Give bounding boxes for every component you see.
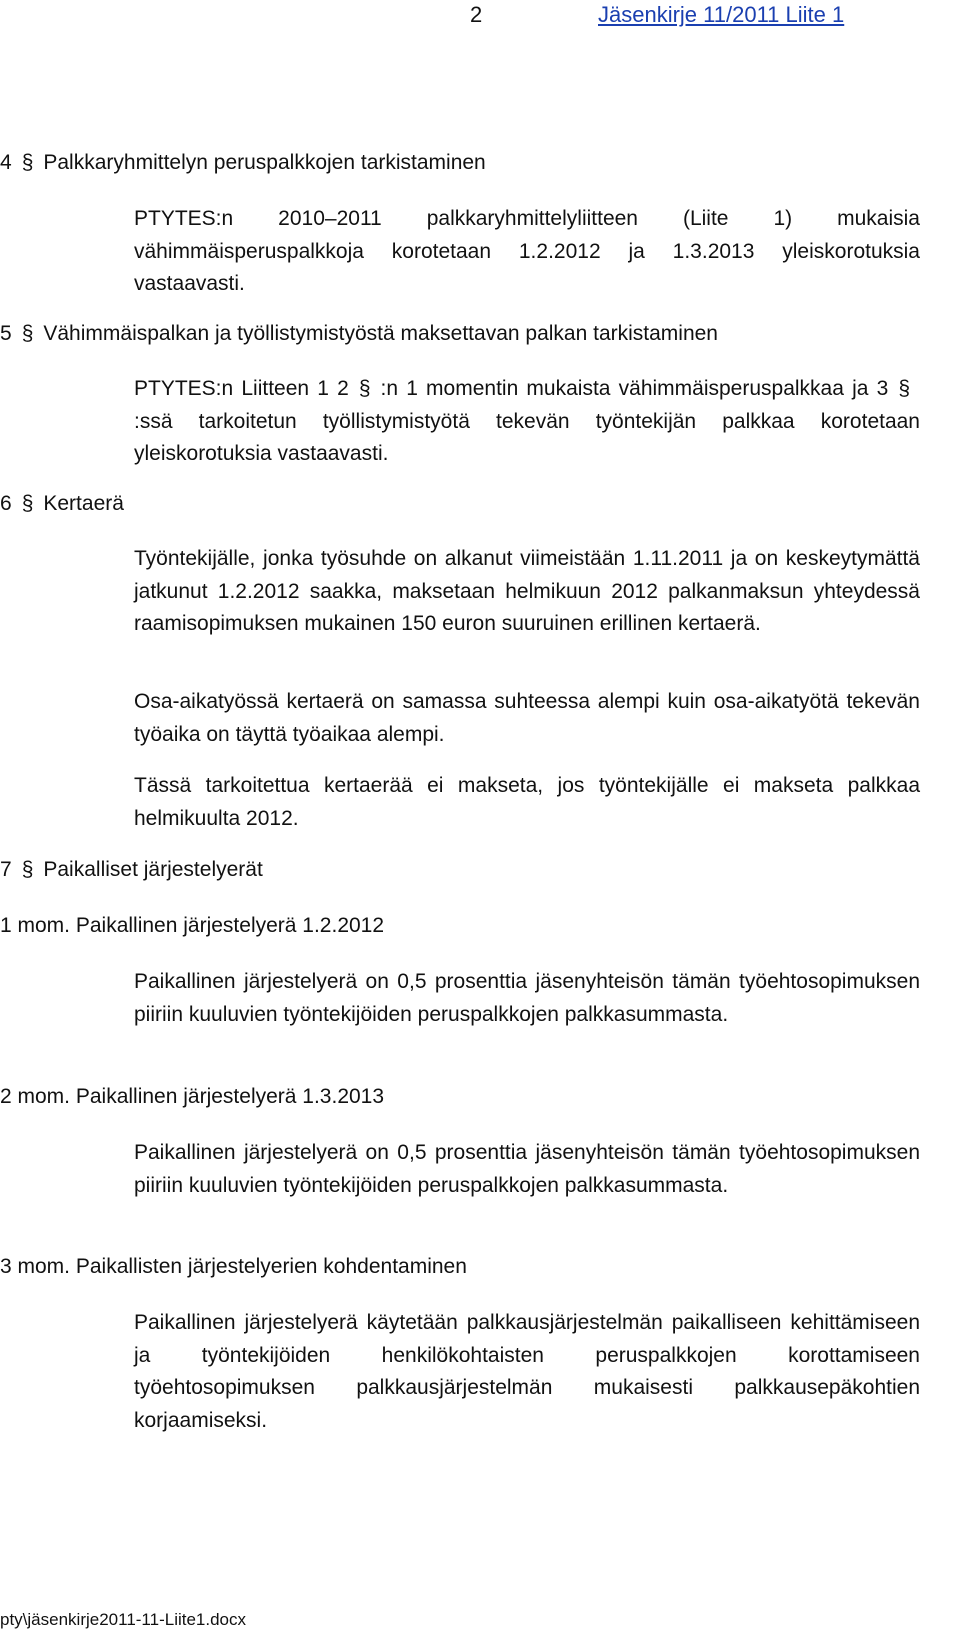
mom-1-heading: 1 mom. Paikallinen järjestelyerä 1.2.2012 (0, 914, 385, 937)
section-5-text-2: :n 1 momentin mukaista vähimmäisperuspalkkaa ja 3 (380, 377, 889, 400)
section-6-number: 6 (0, 492, 12, 515)
section-5-number: 5 (0, 322, 12, 345)
section-5-text-3: :ssä tarkoitetun työllistymistyötä tekevän työntekijän palkkaa korotetaan yleiskorotuksia vastaavasti. (134, 409, 920, 465)
section-symbol: § (21, 322, 34, 345)
section-7-heading (0, 854, 263, 886)
mom-2-paragraph: Paikallinen järjestelyerä on 0,5 prosenttia jäsenyhteisön tämän työehtosopimuksen piiriin kuuluvien työntekijöiden peruspalkkojen palkkasummasta. (134, 1141, 920, 1197)
footer-file-path: pty\jäsenkirje2011-11-Liite1.docx (0, 1610, 247, 1629)
section-4-paragraph: PTYTES:n 2010–2011 palkkaryhmittelyliitteen (Liite 1) mukaisia vähimmäisperuspalkkoja korotetaan 1.2.2012 ja 1.3.2013 yleiskorotuksia vastaavasti. (134, 207, 920, 295)
section-4-title: Palkkaryhmittelyn peruspalkkojen tarkistaminen (43, 151, 486, 174)
mom-3-paragraph: Paikallinen järjestelyerä käytetään palkkausjärjestelmän paikalliseen kehittämiseen ja työntekijöiden henkilökohtaisten peruspalkkojen korottamiseen työehtosopimuksen palkkausjärjestelmän mukaisesti palkkausepäkohtien korjaamiseksi. (134, 1311, 920, 1432)
section-7-number: 7 (0, 858, 12, 881)
header-document-title[interactable]: Jäsenkirje 11/2011 Liite 1 (598, 2, 845, 27)
section-4-number: 4 (0, 151, 12, 174)
section-5-title: Vähimmäispalkan ja työllistymistyöstä maksettavan palkan tarkistaminen (43, 322, 718, 345)
section-7-title: Paikalliset järjestelyerät (43, 858, 263, 881)
section-symbol: § (358, 377, 371, 400)
section-6-paragraph-3: Tässä tarkoitettua kertaerää ei makseta, jos työntekijälle ei makseta palkkaa helmikuulta 2012. (134, 774, 920, 830)
page-number: 2 (470, 2, 483, 27)
mom-1-paragraph: Paikallinen järjestelyerä on 0,5 prosenttia jäsenyhteisön tämän työehtosopimuksen piiriin kuuluvien työntekijöiden peruspalkkojen palkkasummasta. (134, 970, 920, 1026)
section-5-heading (0, 318, 718, 350)
section-6-paragraph-2: Osa-aikatyössä kertaerä on samassa suhteessa alempi kuin osa-aikatyötä tekevän työaika on täyttä työaikaa alempi. (134, 690, 920, 746)
section-6-title: Kertaerä (43, 492, 124, 515)
section-6-paragraph-1: Työntekijälle, jonka työsuhde on alkanut viimeistään 1.11.2011 ja on keskeytymättä jatkunut 1.2.2012 saakka, maksetaan helmikuun 2012 palkanmaksun yhteydessä raamisopimuksen mukainen 150 euron suuruinen erillinen kertaerä. (134, 547, 920, 635)
section-symbol: § (21, 858, 34, 881)
section-symbol: § (21, 492, 34, 515)
mom-3-heading: 3 mom. Paikallisten järjestelyerien kohdentaminen (0, 1255, 467, 1278)
section-symbol: § (898, 377, 910, 400)
mom-2-heading: 2 mom. Paikallinen järjestelyerä 1.3.2013 (0, 1085, 385, 1108)
section-6-heading (0, 488, 124, 520)
section-5-text-1: PTYTES:n Liitteen 1 2 (134, 377, 349, 400)
section-symbol: § (21, 151, 34, 174)
section-5-paragraph (134, 373, 920, 471)
section-4-heading (0, 147, 486, 179)
